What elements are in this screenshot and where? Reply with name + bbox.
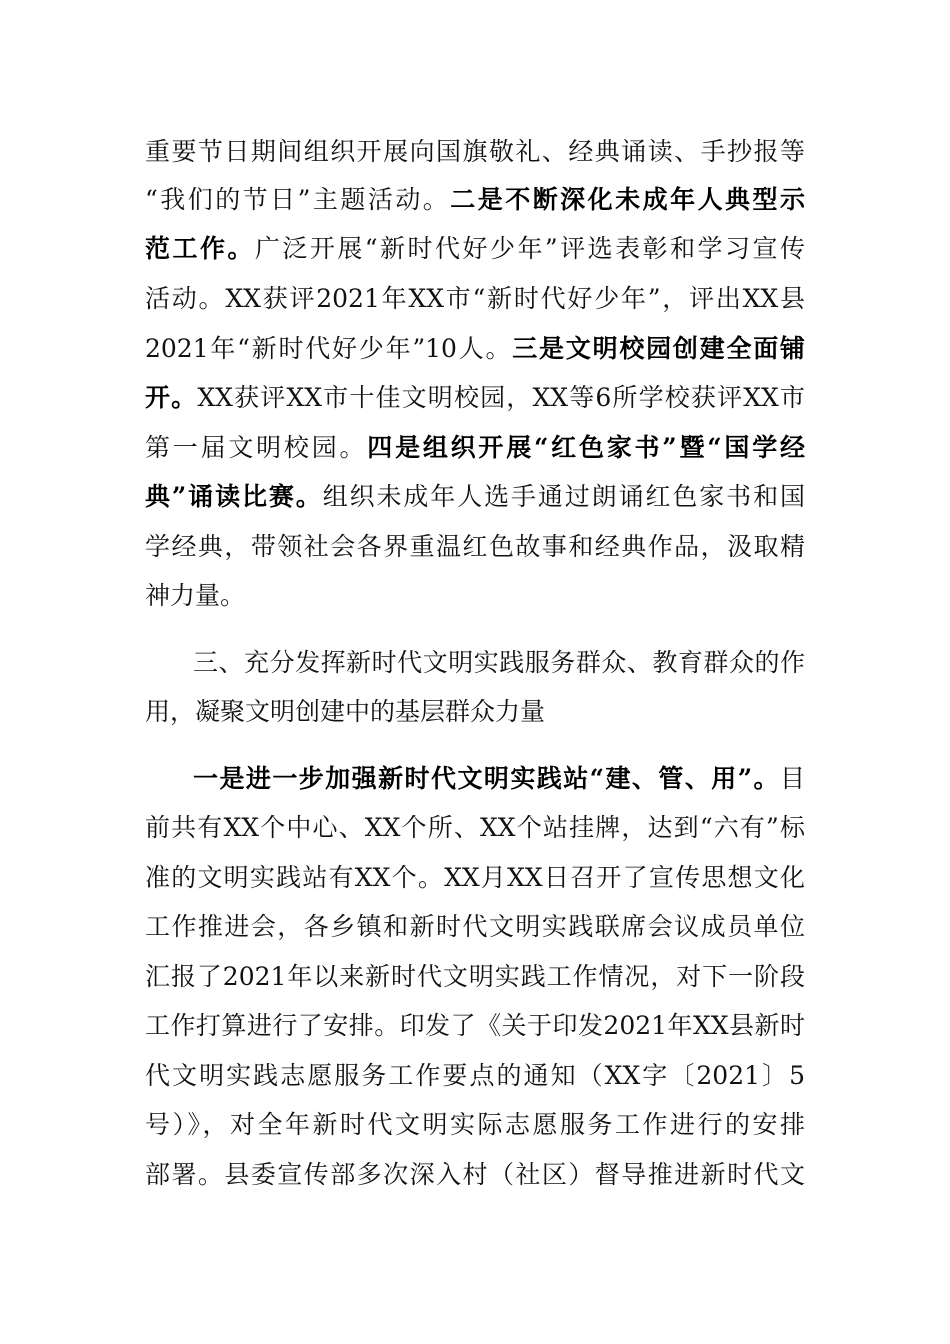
text-line — [145, 428, 805, 468]
text-run: “我们的节日”主题活动。 — [145, 185, 451, 214]
bold-heading-run: 范工作。 — [145, 234, 255, 263]
text-line — [145, 180, 805, 220]
text-run: 学经典，带领社会各界重温红色故事和经典作品，汲取精 — [145, 532, 805, 561]
text-line — [145, 1056, 805, 1096]
text-run: 目 — [779, 764, 805, 793]
text-run: 2021年“新时代好少年”10人。 — [145, 334, 513, 363]
text-run: 第一届文明校园。 — [145, 433, 368, 462]
text-line — [145, 1006, 805, 1046]
text-run: 神力量。 — [145, 581, 246, 610]
text-line — [145, 858, 805, 898]
text-run: 部署。县委宣传部多次深入村（社区）督导推进新时代文 — [145, 1160, 805, 1189]
section-heading-line — [145, 692, 805, 732]
section-heading-text: 用，凝聚文明创建中的基层群众力量 — [145, 697, 546, 726]
text-run: 工作打算进行了安排。印发了《关于印发2021年XX县新时 — [145, 1011, 805, 1040]
text-line — [145, 378, 805, 418]
text-line — [145, 132, 805, 172]
text-run: 工作推进会，各乡镇和新时代文明实践联席会议成员单位 — [145, 912, 805, 941]
bold-heading-run: 二是不断深化未成年人典型示 — [450, 185, 805, 214]
text-run: 活动。XX获评2021年XX市“新时代好少年”，评出XX县 — [145, 284, 805, 313]
text-line — [145, 576, 805, 616]
text-line — [145, 477, 805, 517]
text-run: 组织未成年人选手通过朗诵红色家书和国 — [322, 482, 805, 511]
section-heading-text: 三、充分发挥新时代文明实践服务群众、教育群众的作 — [193, 648, 805, 677]
text-run: 前共有XX个中心、XX个所、XX个站挂牌，达到“六有”标 — [145, 813, 805, 842]
text-run: 广泛开展“新时代好少年”评选表彰和学习宣传 — [254, 234, 805, 263]
bold-heading-run: 四是组织开展“红色家书”暨“国学经 — [367, 433, 805, 462]
text-line — [145, 329, 805, 369]
text-line — [145, 229, 805, 269]
text-run: 重要节日期间组织开展向国旗敬礼、经典诵读、手抄报等 — [145, 137, 805, 166]
bold-heading-run: 开。 — [145, 383, 198, 412]
text-run: 代文明实践志愿服务工作要点的通知（XX字〔2021〕5 — [145, 1061, 805, 1090]
text-line — [145, 907, 805, 947]
section-heading-line — [193, 643, 805, 683]
text-line — [145, 808, 805, 848]
text-line — [145, 527, 805, 567]
bold-heading-run: 一是进一步加强新时代文明实践站“建、管、用”。 — [193, 764, 780, 793]
text-line — [145, 279, 805, 319]
text-line — [145, 1105, 805, 1145]
bold-heading-run: 典”诵读比赛。 — [145, 482, 323, 511]
text-run: 汇报了2021年以来新时代文明实践工作情况，对下一阶段 — [145, 962, 805, 991]
text-run: 号）》，对全年新时代文明实际志愿服务工作进行的安排 — [145, 1110, 805, 1139]
text-line — [145, 957, 805, 997]
text-line — [145, 1155, 805, 1195]
text-line — [193, 759, 805, 799]
text-run: XX获评XX市十佳文明校园，XX等6所学校获评XX市 — [197, 383, 805, 412]
text-run: 准的文明实践站有XX个。XX月XX日召开了宣传思想文化 — [145, 863, 805, 892]
bold-heading-run: 三是文明校园创建全面铺 — [512, 334, 805, 363]
